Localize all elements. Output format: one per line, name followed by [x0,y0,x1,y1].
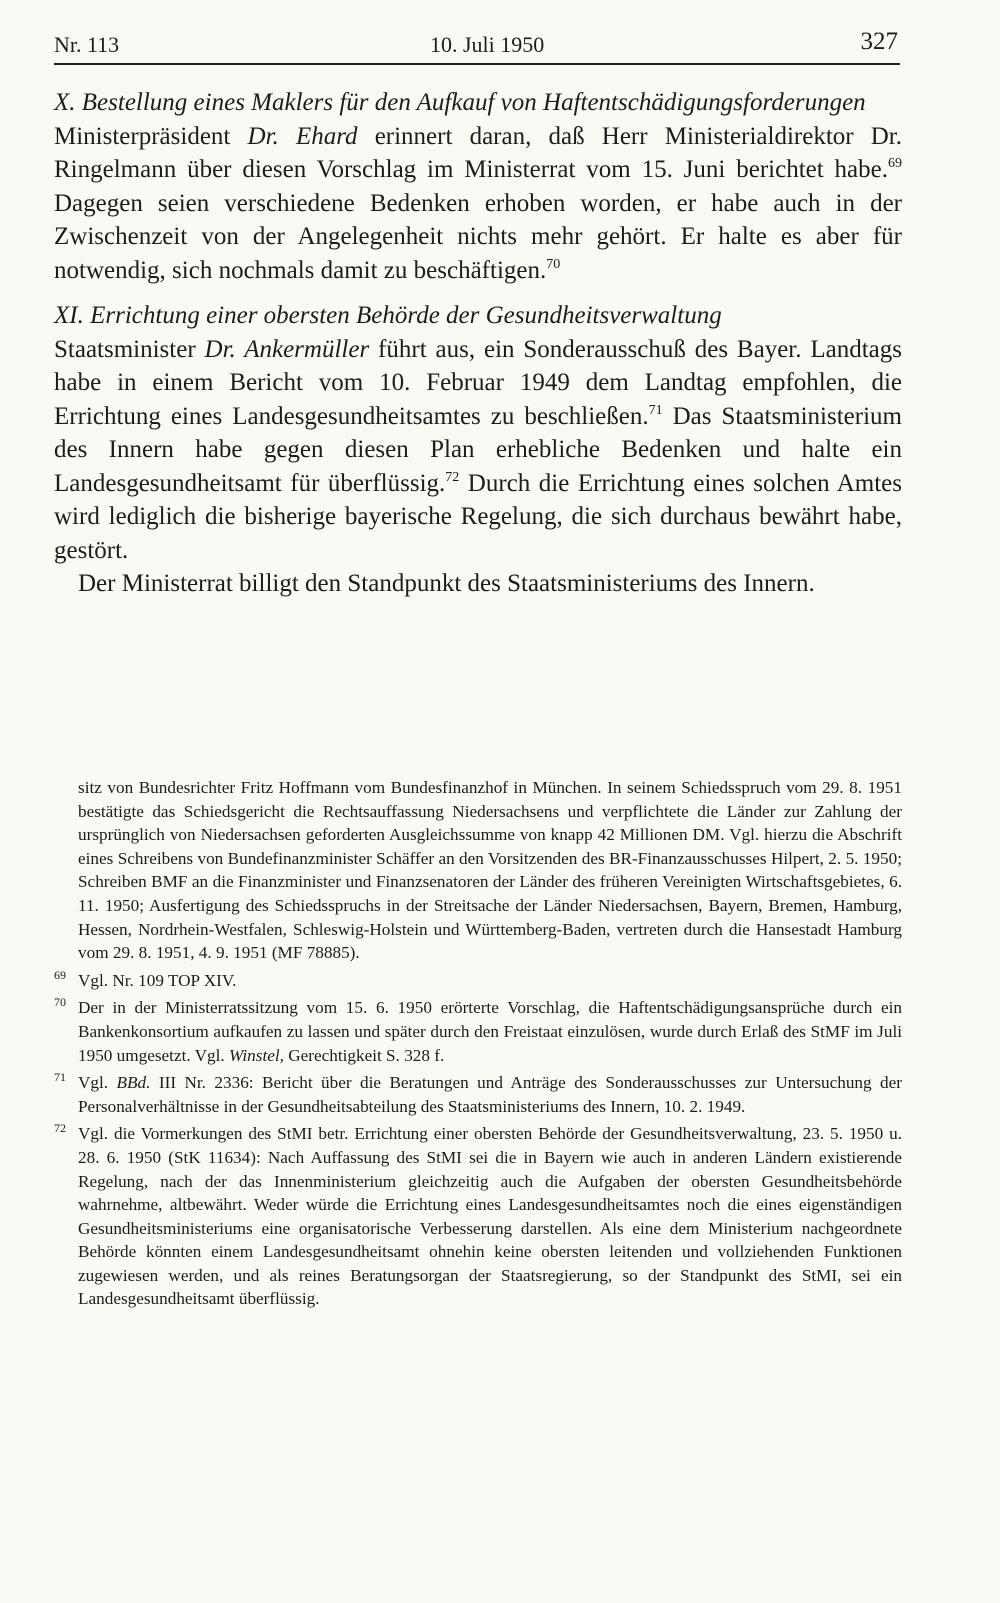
footnote-ref-69: 69 [888,156,902,171]
section-xi-heading: XI. Errichtung einer obersten Behörde der Gesundheitsverwaltung [54,302,722,329]
footnote-text: III Nr. 2336: Bericht über die Beratungen und Anträge des Sonderausschusses zur Untersuchung der Personalverhältnisse in der Gesundheitsabteilung des Staatsministeriums des Innern, 10. 2. 1949. [78,1073,903,1116]
footnote-text: Vgl. die Vormerkungen des StMI betr. Errichtung einer obersten Behörde der Gesundheitsverwaltung, 23. 5. 1950 u. 28. 6. 1950 (StK 11634): Nach Auffassung des StMI sei die in Bayern wie auch in anderen Ländern existierende Regelung, nach der das Innenministerium gleichzeitig auch die Aufgaben der obersten Gesundheitsbehörde wahrnehme, altbewährt. Weder würde die Errichtung eines Landesgesundheitsamtes noch die eines eigenständigen Gesundheitsministeriums eine organisatorische Verbesserung darstellen. Als eine dem Ministerium nachgeordnete Behörde könnten einem Landesgesundheitsamt ohnehin keine obersten leitenden und vollziehenden Funktionen zugewiesen werden, und als reines Beratungsorgan der Staatsregierung, so der Standpunkt des StMI, sei ein Landesgesundheitsamt überflüssig. [78,1124,902,1309]
footnote-continued: sitz von Bundesrichter Fritz Hoffmann vom Bundesfinanzhof in München. In seinem Schiedsspruch vom 29. 8. 1951 bestätigte das Schiedsgericht die Rechtsauffassung Niedersachsens und verpflichtete die Länder zur Zahlung der ursprünglich von Niedersachsen geforderten Ausgleichssumme von knapp 42 Millionen DM. Vgl. hierzu die Abschrift eines Schreibens von Bundefinanzminister Schäffer an den Vorsitzenden des BR-Finanzausschusses Hilpert, 2. 5. 1950; Schreiben BMF an die Finanzminister und Finanzsenatoren der Länder des früheren Vereinigten Wirtschaftsgebietes, 6. 11. 1950; Ausfertigung des Schiedsspruchs in der Streitsache der Länder Niedersachsen, Bayern, Bremen, Hamburg, Hessen, Nordrhein-Westfalen, Schleswig-Holstein und Württemberg-Baden, vertreten durch die Hansestadt Hamburg vom 29. 8. 1951, 4. 9. 1951 (MF 78885). [78,778,902,963]
footnote-ref-71: 71 [648,402,663,418]
running-header [54,26,900,66]
footnote-text: Vgl. [78,1073,117,1093]
footnote-number: 69 [54,967,66,982]
footnote-71 [54,1071,902,1118]
text-run: Durch die Errichtung eines solchen Amtes wird lediglich die bisherige bayerische Regelung, die sich durchaus bewährt habe, gestört. [54,469,902,564]
main-text [54,86,902,601]
footnote-number: 71 [54,1070,66,1085]
section-x-heading: X. Bestellung eines Maklers für den Aufkauf von Haftentschädigungsforderungen [54,89,866,116]
footnote-ref-72: 72 [445,469,460,485]
footnote-70 [54,996,902,1067]
footnote-number: 72 [54,1121,66,1136]
person-name: Dr. Ankermüller [204,335,370,363]
session-date: 10. Juli 1950 [430,32,545,57]
document-number: Nr. 113 [54,32,120,57]
footnote-72 [54,1122,902,1311]
text-run: Das Staatsministerium des Innern habe gegen diesen Plan erhebliche Bedenken und halte ein Landesgesundheitsamt für überflüssig. [54,402,902,497]
text-run: erinnert daran, daß Herr Ministerialdirektor Dr. Ringelmann über diesen Vorschlag im Ministerrat vom 15. Juni berichtet habe. [54,122,902,183]
footnote-text: Vgl. Nr. 109 TOP XIV. [78,970,237,990]
person-name: Dr. Ehard [247,122,358,150]
text-run: führt aus, ein Sonderausschuß des Bayer. Landtags habe in einem Bericht vom 10. Februar 1949 dem Landtag empfohlen, die Errichtung eines Landesgesundheitsamtes zu beschließen. [54,335,903,430]
text-run: Staatsminister [54,335,205,363]
page-number: 327 [860,28,898,55]
section-xi-paragraph [54,333,902,568]
footnote-number: 70 [54,995,66,1010]
citation-ref: BBd. [116,1073,151,1093]
footnote-ref-70: 70 [546,256,561,272]
text-run: Ministerpräsident [54,122,248,150]
footnote-text: Der in der Ministerratssitzung vom 15. 6. 1950 erörterte Vorschlag, die Haftentschädigungsansprüche durch ein Bankenkonsortium aufkaufen zu lassen und später durch den Freistaat einzulösen, wurde durch Erlaß des StMF im Juli 1950 umgesetzt. Vgl. [78,998,902,1065]
resolution-paragraph: Der Ministerrat billigt den Standpunkt des Staatsministeriums des Innern. [78,570,815,597]
header-rule [54,63,900,65]
section-x-paragraph [54,120,902,288]
footnote-text: Gerechtigkeit S. 328 f. [283,1045,445,1065]
footnotes [54,776,902,1311]
footnote-69 [54,969,902,993]
citation-ref: Winstel, [229,1045,284,1065]
text-run: Dagegen seien verschiedene Bedenken erhoben worden, er habe auch in der Zwischenzeit von der Angelegenheit nichts mehr gehört. Er halte es aber für notwendig, sich nochmals damit zu beschäftigen. [54,189,902,284]
